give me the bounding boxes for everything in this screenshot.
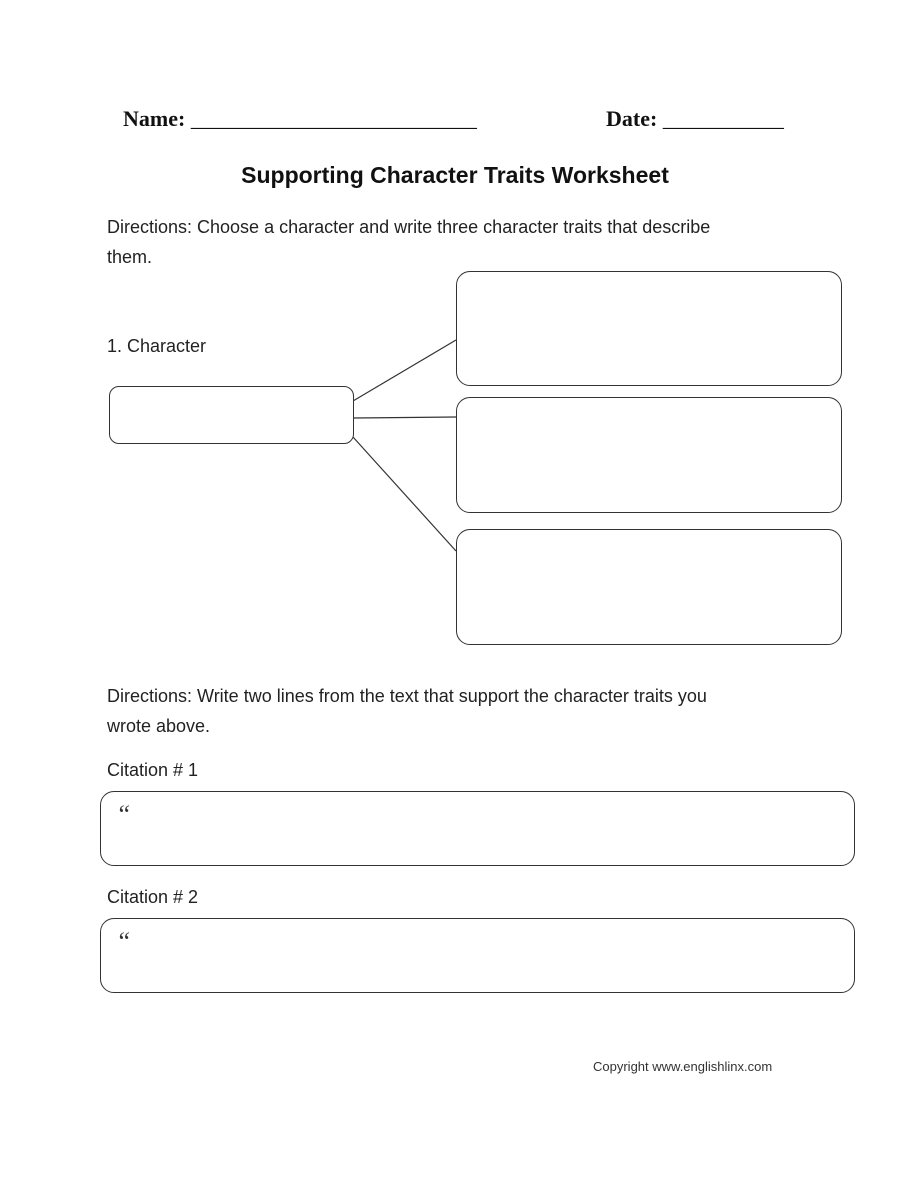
directions-line-1: Directions: Write two lines from the text that support the character traits you bbox=[107, 686, 707, 706]
date-field bbox=[606, 106, 784, 132]
trait-box-3[interactable] bbox=[456, 529, 842, 645]
citation-1-label: Citation # 1 bbox=[107, 760, 199, 780]
copyright-notice: Copyright www.englishlinx.com bbox=[593, 1059, 773, 1074]
citation-2-label: Citation # 2 bbox=[107, 887, 199, 907]
open-quote-mark: “ bbox=[116, 927, 131, 956]
citation-1-box[interactable] bbox=[100, 791, 855, 866]
connector-line-trait-2 bbox=[353, 417, 456, 418]
directions-line-2: wrote above. bbox=[107, 716, 211, 736]
name-label: Name: bbox=[123, 106, 186, 131]
trait-box-1[interactable] bbox=[456, 271, 842, 386]
directions-character-traits bbox=[107, 212, 710, 272]
directions-citations bbox=[107, 681, 707, 741]
character-label: 1. Character bbox=[107, 336, 207, 356]
connector-line-trait-1 bbox=[353, 340, 456, 401]
connector-line-trait-3 bbox=[353, 437, 456, 551]
name-field bbox=[123, 106, 477, 132]
date-blank-line[interactable]: ___________ bbox=[662, 106, 784, 131]
page-title: Supporting Character Traits Worksheet bbox=[241, 162, 669, 188]
citation-2-box[interactable] bbox=[100, 918, 855, 993]
directions-line-1: Directions: Choose a character and write three character traits that describe bbox=[107, 217, 711, 237]
open-quote-mark: “ bbox=[116, 800, 131, 829]
trait-box-2[interactable] bbox=[456, 397, 842, 513]
name-blank-line[interactable]: __________________________ bbox=[190, 106, 477, 131]
date-label: Date: bbox=[606, 106, 658, 131]
directions-line-2: them. bbox=[107, 247, 153, 267]
character-box[interactable] bbox=[109, 386, 354, 444]
